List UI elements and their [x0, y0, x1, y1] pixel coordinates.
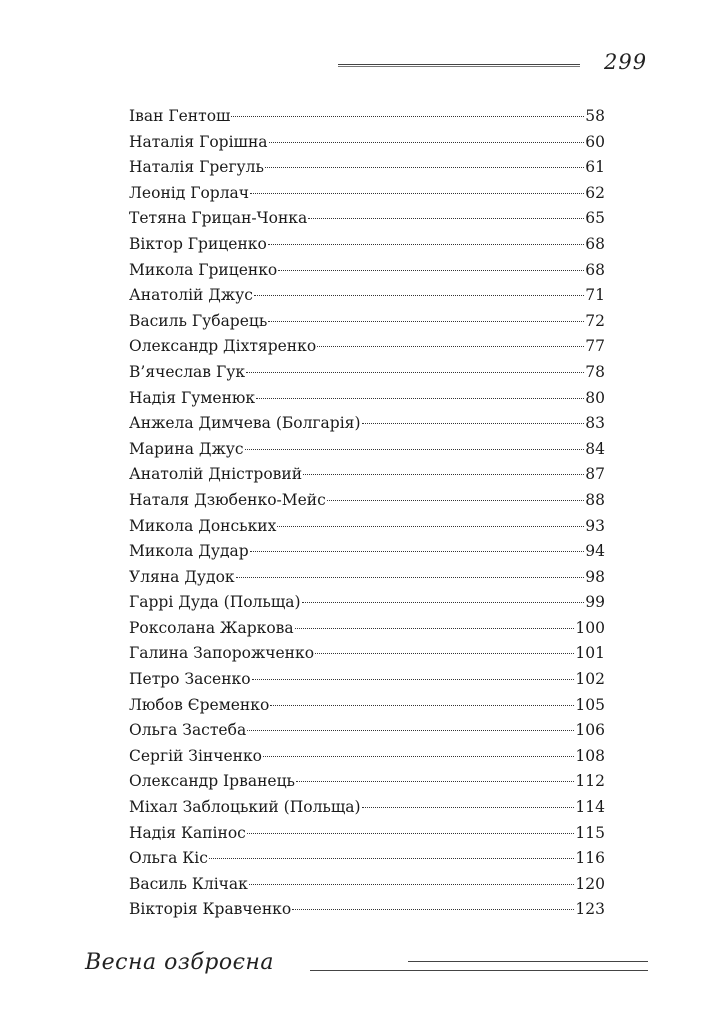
toc-entry-name: Василь Клічак	[129, 874, 248, 893]
toc-entry	[129, 488, 605, 514]
header-rule	[338, 64, 580, 67]
toc-entry	[129, 181, 605, 207]
toc-entry-name: Олександр Ірванець	[129, 772, 295, 791]
toc-entry	[129, 821, 605, 847]
toc-entry-page: 68	[585, 260, 605, 279]
toc-dot-leader	[249, 874, 575, 885]
toc-entry-page: 94	[585, 542, 605, 561]
toc-entry-page: 83	[585, 414, 605, 433]
toc-entry-page: 101	[575, 644, 605, 663]
toc-dot-leader	[292, 899, 574, 910]
toc-entry-name: Любов Єременко	[129, 695, 270, 714]
toc-entry-name: В’ячеслав Гук	[129, 362, 246, 381]
toc-entry	[129, 437, 605, 463]
footer-rule-lower	[310, 970, 648, 971]
toc-entry-name: Микола Гриценко	[129, 260, 278, 279]
toc-entry-name: Микола Донських	[129, 516, 277, 535]
toc-entry-page: 120	[575, 874, 605, 893]
toc-entry	[129, 590, 605, 616]
toc-dot-leader	[256, 388, 584, 399]
toc-dot-leader	[263, 746, 574, 757]
toc-entry-page: 58	[585, 107, 605, 125]
toc-dot-leader	[254, 285, 584, 296]
toc-entry-name: Анатолій Джус	[129, 286, 253, 305]
toc-entry-page: 116	[575, 849, 605, 868]
toc-dot-leader	[317, 336, 584, 347]
toc-dot-leader	[268, 311, 584, 322]
toc-entry	[129, 360, 605, 386]
toc-entry	[129, 718, 605, 744]
toc-dot-leader	[327, 490, 584, 501]
toc-dot-leader	[231, 106, 584, 117]
toc-entry	[129, 104, 605, 130]
toc-entry-page: 87	[585, 465, 605, 484]
toc-entry-page: 78	[585, 362, 605, 381]
toc-entry-page: 123	[575, 900, 605, 919]
toc-dot-leader	[236, 567, 585, 578]
toc-dot-leader	[362, 413, 585, 424]
toc-entry	[129, 514, 605, 540]
toc-dot-leader	[302, 592, 585, 603]
toc-entry	[129, 309, 605, 335]
toc-entry-name: Сергій Зінченко	[129, 746, 263, 765]
footer-book-title: Весна озброєна	[85, 950, 275, 975]
toc-entry-page: 72	[585, 311, 605, 330]
footer-rule-upper	[408, 961, 648, 962]
toc-entry-name: Марина Джус	[129, 439, 244, 458]
toc-entry-name: Микола Дудар	[129, 542, 249, 561]
toc-entry	[129, 744, 605, 770]
toc-entry	[129, 206, 605, 232]
toc-dot-leader	[278, 260, 584, 271]
toc-entry	[129, 795, 605, 821]
toc-entry-page: 84	[585, 439, 605, 458]
toc-entry	[129, 616, 605, 642]
table-of-contents	[129, 104, 605, 923]
toc-entry-name: Надія Капінос	[129, 823, 246, 842]
toc-dot-leader	[250, 541, 585, 552]
toc-dot-leader	[265, 157, 584, 168]
toc-entry-name: Віктор Гриценко	[129, 234, 267, 253]
toc-entry-name: Вікторія Кравченко	[129, 900, 292, 919]
toc-entry	[129, 641, 605, 667]
toc-dot-leader	[269, 132, 585, 143]
toc-entry	[129, 283, 605, 309]
toc-entry-name: Анатолій Дністровий	[129, 465, 303, 484]
toc-entry-page: 93	[585, 516, 605, 535]
toc-entry-name: Ольга Застеба	[129, 721, 247, 740]
toc-entry	[129, 130, 605, 156]
toc-entry-page: 102	[575, 670, 605, 689]
toc-dot-leader	[246, 362, 584, 373]
toc-entry-page: 61	[585, 158, 605, 177]
toc-dot-leader	[270, 695, 574, 706]
toc-dot-leader	[247, 823, 575, 834]
toc-entry-page: 62	[585, 183, 605, 202]
toc-entry-name: Наталія Грегуль	[129, 158, 264, 177]
toc-entry	[129, 155, 605, 181]
toc-entry-name: Міхал Заблоцький (Польща)	[129, 798, 361, 817]
toc-entry-name: Петро Засенко	[129, 670, 251, 689]
toc-entry-page: 115	[575, 823, 605, 842]
toc-entry-name: Гаррі Дуда (Польща)	[129, 593, 301, 612]
toc-entry-name: Іван Гентош	[129, 107, 231, 125]
toc-entry	[129, 232, 605, 258]
toc-entry-page: 71	[585, 286, 605, 305]
toc-dot-leader	[303, 464, 584, 475]
toc-entry-page: 105	[575, 695, 605, 714]
toc-entry	[129, 462, 605, 488]
toc-entry	[129, 897, 605, 923]
toc-dot-leader	[308, 208, 584, 219]
toc-dot-leader	[268, 234, 584, 245]
toc-entry-name: Уляна Дудок	[129, 567, 235, 586]
toc-entry-name: Надія Гуменюк	[129, 388, 256, 407]
toc-entry-page: 60	[585, 132, 605, 151]
toc-entry-name: Галина Запорожченко	[129, 644, 315, 663]
toc-dot-leader	[247, 720, 574, 731]
toc-entry-page: 65	[585, 209, 605, 228]
toc-entry-name: Олександр Діхтяренко	[129, 337, 317, 356]
toc-entry	[129, 411, 605, 437]
toc-entry-page: 98	[585, 567, 605, 586]
toc-entry-name: Василь Губарець	[129, 311, 268, 330]
toc-entry	[129, 539, 605, 565]
toc-dot-leader	[250, 183, 584, 194]
toc-entry-name: Леонід Горлач	[129, 183, 250, 202]
toc-dot-leader	[245, 439, 585, 450]
toc-entry-name: Наталія Горішна	[129, 132, 268, 151]
toc-entry-name: Анжела Димчева (Болгарія)	[129, 414, 361, 433]
toc-entry	[129, 334, 605, 360]
toc-entry-page: 114	[575, 798, 605, 817]
toc-entry-page: 112	[575, 772, 605, 791]
toc-entry-name: Наталя Дзюбенко-Мейс	[129, 490, 326, 509]
toc-entry	[129, 386, 605, 412]
toc-entry	[129, 846, 605, 872]
toc-dot-leader	[362, 797, 575, 808]
toc-dot-leader	[315, 643, 574, 654]
toc-entry	[129, 872, 605, 898]
toc-dot-leader	[296, 771, 574, 782]
toc-dot-leader	[295, 618, 575, 629]
toc-entry-name: Ольга Кіс	[129, 849, 208, 868]
toc-entry	[129, 769, 605, 795]
toc-entry-name: Тетяна Грицан-Чонка	[129, 209, 308, 228]
toc-entry-name: Роксолана Жаркова	[129, 618, 294, 637]
toc-entry	[129, 258, 605, 284]
toc-entry-page: 80	[585, 388, 605, 407]
toc-entry-page: 68	[585, 234, 605, 253]
toc-entry-page: 108	[575, 746, 605, 765]
toc-entry-page: 106	[575, 721, 605, 740]
toc-entry	[129, 693, 605, 719]
toc-entry-page: 77	[585, 337, 605, 356]
toc-entry-page: 99	[585, 593, 605, 612]
toc-dot-leader	[252, 669, 575, 680]
toc-entry-page: 100	[575, 618, 605, 637]
toc-dot-leader	[277, 516, 584, 527]
toc-entry	[129, 565, 605, 591]
page-number: 299	[604, 50, 648, 74]
toc-entry	[129, 667, 605, 693]
toc-dot-leader	[209, 848, 574, 859]
toc-entry-page: 88	[585, 490, 605, 509]
